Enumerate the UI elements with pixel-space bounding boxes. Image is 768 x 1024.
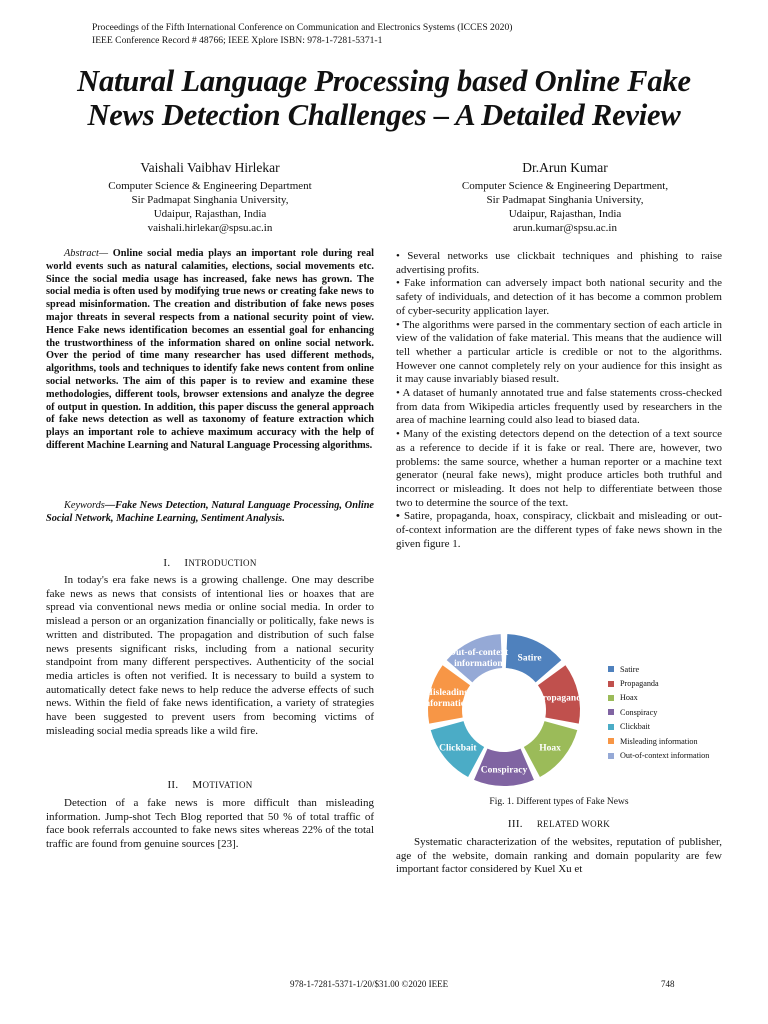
slice-label: Satire [517, 653, 542, 664]
section-number: III. [507, 818, 523, 830]
related-work-paragraph: Systematic characterization of the websites, reputation of publisher, age of the website, domain ranking and domain popularity are few important factor considered by Kuel Xu et [396, 836, 722, 876]
legend-label: Satire [620, 664, 640, 674]
keywords-label: Keywords [64, 500, 105, 511]
author-email: arun.kumar@spsu.ac.in [513, 222, 617, 234]
abstract-text: Online social media plays an important role during real world events such as natural calamities, elections, social movements etc. Since the social media usage has increased, fake news has grown. The social media is often used by modifying true news or creating fake news to spread misinformation. The creation and distribution of fake news poses major threats in several respects from a national security point of view. Hence Fake news identification becomes an essential goal for enhancing the trustworthiness of the information shared on online social network. Over the period of time many researcher has used different methods, algorithms, tools and techniques to identify fake news content from online social networks. The aim of this paper is to review and examine these methodologies, different tools, browser extensions and analyze the degree of output in question. In addition, this paper discuss the general approach of fake news detection as well as taxonomy of feature extraction which plays an important role to achieve maximum accuracy with the help of different Machine Learning and Natural Language Processing algorithms. [46, 248, 374, 451]
author-dept: Computer Science & Engineering Department, [461, 180, 669, 192]
legend-label: Clickbait [620, 722, 651, 732]
author-city: Udaipur, Rajasthan, India [508, 208, 622, 220]
slice-label: Clickbait [439, 743, 477, 754]
abstract-label: Abstract [64, 248, 99, 259]
author-univ: Sir Padmapat Singhania University, [131, 194, 289, 206]
legend-swatch [608, 695, 614, 701]
section-title-first: M [192, 779, 203, 791]
legend-swatch [608, 724, 614, 730]
section-title: RELATED WORK [536, 819, 611, 829]
footer-copyright: 978-1-7281-5371-1/20/$31.00 ©2020 IEEE [290, 979, 449, 989]
legend-item [608, 662, 722, 676]
author-block-1 [60, 159, 360, 235]
author-email: vaishali.hirlekar@spsu.ac.in [147, 222, 273, 234]
legend-label: Out-of-context information [620, 751, 710, 761]
legend-item [608, 748, 722, 762]
bullet-list [396, 250, 722, 551]
doughnut-chart [396, 628, 616, 793]
legend-label: Misleading information [620, 736, 698, 746]
bullet-item: • Many of the existing detectors depend on the detection of a text source as a reference to decide if it is fake or real. There are, however, two problems: the same source, whether a human reporter or a machine text generator (neural fake news), might produce articles both truthful and incorrect or misleading. It does not help to differentiate between those two to determine the source of the text. [396, 428, 722, 510]
slice-label: Hoax [539, 743, 561, 754]
section-number: II. [167, 779, 179, 791]
author-dept: Computer Science & Engineering Department [108, 180, 312, 192]
author-name: Vaishali Vaibhav Hirlekar [140, 160, 280, 175]
legend-item [608, 734, 722, 748]
section-heading-related-work [396, 818, 722, 830]
bullet-item: • The algorithms were parsed in the commentary section of each article in view of the validation of fake material. This means that the audience will tell whether a particular article is credible or not to the algorithms. However one cannot completely rely on your audience for this insight as it may cause invariably biased result. [396, 319, 722, 388]
legend-swatch [608, 709, 614, 715]
legend-swatch [608, 738, 614, 744]
introduction-paragraph: In today's era fake news is a growing challenge. One may describe fake news as news that consists of intentional lies or hoaxes that are spread via conventional news media or online social media. In order to mislead a person or an organization financially or politically, fake news is written and distributed. The propagation and distribution of such false news presents significant risks, including from a national security standpoint from many different perspectives. Authenticity of the social media articles is often not verified. It is necessary to build a system to automatically detect fake news to help reduce the adverse effects of such news. Within the field of fake news identification, a variety of strategies have been suggested to prevent users from becoming victims of misleading social media spreads like a wild fire. [46, 574, 374, 737]
figure-fake-news-types [396, 628, 722, 793]
paper-title [20, 64, 748, 132]
bullet-item: • Fake information can adversely impact both national security and the safety of individuals, and detection of it has become a common problem of cyber-security application layer. [396, 277, 722, 318]
slice-label: Misleading information [422, 687, 471, 709]
author-city: Udaipur, Rajasthan, India [153, 208, 267, 220]
section-heading-introduction [46, 557, 374, 569]
section-heading-motivation [46, 779, 374, 791]
abstract [46, 248, 374, 453]
keywords [46, 500, 374, 526]
bullet-item: • Several networks use clickbait techniques and phishing to raise advertising profits. [396, 250, 722, 277]
legend-label: Propaganda [620, 679, 659, 689]
slice-label: Out-of-context information [448, 647, 509, 669]
legend-item [608, 676, 722, 690]
title-line-2: News Detection Challenges – A Detailed Review [87, 98, 681, 132]
motivation-paragraph: Detection of a fake news is more difficult than misleading information. Jump-shot Tech Blog reported that 50 % of total traffic of face book referrals accounted to fake news sites whereas 22% of the total traffic are found from genuine sources [23]. [46, 797, 374, 851]
section-number: I. [163, 557, 171, 569]
legend-swatch [608, 681, 614, 687]
section-title-rest: NTRODUCTION [188, 558, 257, 568]
page-number: 748 [661, 979, 675, 989]
author-univ: Sir Padmapat Singhania University, [486, 194, 644, 206]
author-block-2 [410, 159, 720, 235]
legend-label: Conspiracy [620, 707, 658, 717]
legend-item [608, 720, 722, 734]
slice-label: Propaganda [536, 693, 587, 704]
section-title-first: I [184, 557, 189, 569]
legend-swatch [608, 666, 614, 672]
chart-legend [608, 662, 722, 763]
legend-item [608, 705, 722, 719]
slice-label: Conspiracy [480, 765, 528, 776]
legend-label: Hoax [620, 693, 638, 703]
header-line-1: Proceedings of the Fifth International Conference on Communication and Electronics Systems (ICCES 2020) [92, 22, 513, 33]
author-name: Dr.Arun Kumar [522, 160, 608, 175]
bullet-item: • Satire, propaganda, hoax, conspiracy, clickbait and misleading or out-of-context information are the different types of fake news shown in the given figure 1. [396, 510, 722, 551]
figure-caption: Fig. 1. Different types of Fake News [489, 797, 629, 807]
running-header [92, 22, 512, 47]
bullet-item: • A dataset of humanly annotated true and false statements cross-checked from data from Wikipedia articles frequently used by researchers in the area of machine learning could also lead to biased data. [396, 387, 722, 428]
section-title-rest: OTIVATION [202, 780, 253, 790]
abstract-dash: — [98, 248, 109, 259]
keywords-text: —Fake News Detection, Natural Language Processing, Online Social Network, Machine Learning, Sentiment Analysis. [46, 500, 374, 524]
legend-item [608, 691, 722, 705]
title-line-1: Natural Language Processing based Online Fake [77, 64, 691, 98]
legend-swatch [608, 753, 614, 759]
header-line-2: IEEE Conference Record # 48766; IEEE Xplore ISBN: 978-1-7281-5371-1 [92, 34, 383, 46]
